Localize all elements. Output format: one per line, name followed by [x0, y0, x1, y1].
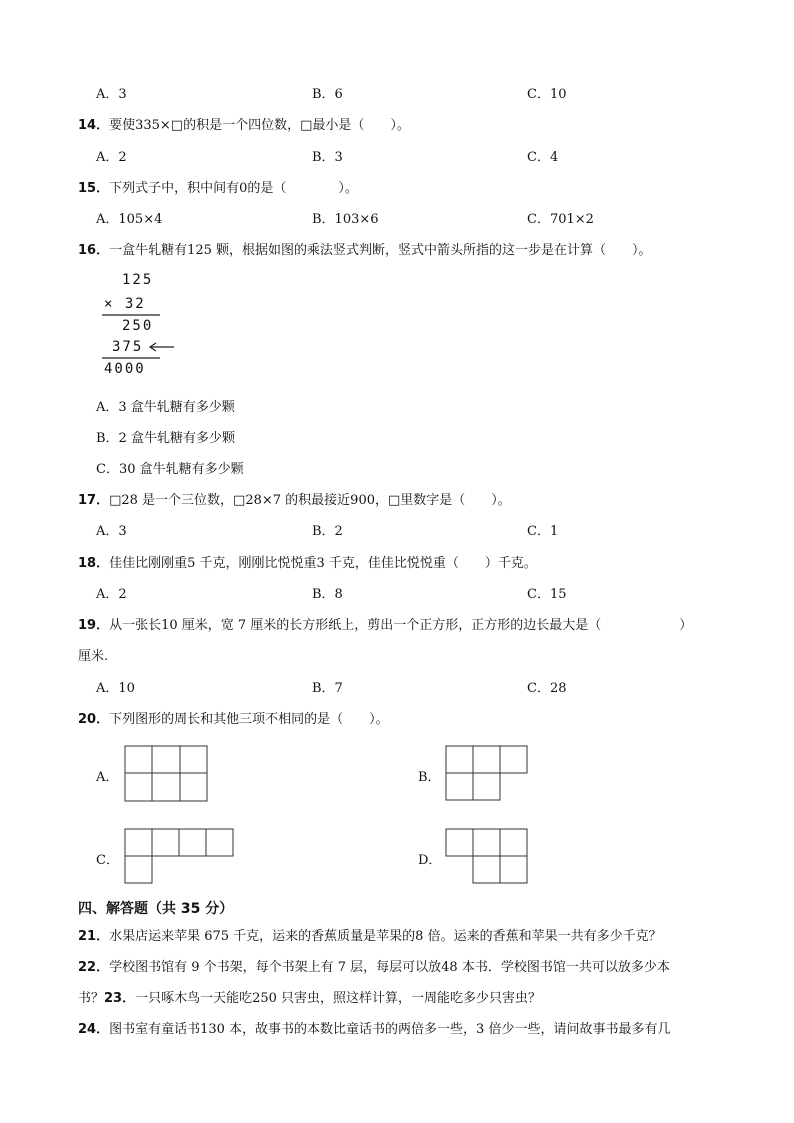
figure-b: [446, 746, 527, 800]
question-number: 18．: [78, 556, 110, 571]
question-number: 19．: [78, 618, 110, 633]
figure-a: [125, 746, 207, 801]
q15-option-a: A．105×4: [96, 212, 163, 227]
q19-option-c: C．28: [527, 681, 567, 696]
multiplier: × 32: [104, 296, 146, 312]
question-19-continued: 厘米.: [78, 649, 109, 664]
question-24: [78, 1018, 670, 1037]
q19-option-a: A．10: [96, 681, 135, 696]
question-number: 22．: [78, 960, 110, 975]
question-text: 要使335×□的积是一个四位数，□最小是（ ）。: [109, 118, 410, 133]
q16-option-b: B．2 盒牛轧糖有多少颗: [96, 431, 235, 446]
q20-label-c: C．: [96, 853, 119, 868]
question-text: 图书室有童话书130 本，故事书的本数比童话书的两倍多一些，3 倍少一些，请问故事书最多有几: [109, 1022, 671, 1037]
q17-option-b: B．2: [312, 524, 343, 539]
section-title: 四、解答题（共 35 分）: [78, 901, 234, 917]
q13-option-c: C．10: [527, 87, 567, 102]
question-15: [78, 177, 358, 196]
q17-option-a: A．3: [96, 524, 127, 539]
question-20: [78, 708, 389, 727]
question-number: 20．: [78, 712, 110, 727]
question-number: 16．: [78, 243, 110, 258]
arrow-left-icon: [150, 343, 174, 351]
question-17: [78, 489, 511, 508]
question-text: 下列式子中，积中间有0的是（ ）。: [109, 181, 358, 196]
q20-label-a: A．: [96, 770, 119, 785]
question-19: [78, 614, 692, 633]
q13-option-b: B．6: [312, 87, 343, 102]
question-number: 17．: [78, 493, 110, 508]
q19-option-b: B．7: [312, 681, 343, 696]
q16-option-a: A．3 盒牛轧糖有多少颗: [96, 400, 235, 415]
question-21: [78, 925, 662, 944]
question-14: [78, 114, 410, 133]
q18-option-a: A．2: [96, 587, 127, 602]
question-text: 下列图形的周长和其他三项不相同的是（ ）。: [109, 712, 389, 727]
question-number: 21．: [78, 929, 110, 944]
question-16: [78, 239, 652, 258]
q15-option-c: C．701×2: [527, 212, 594, 227]
question-number: 24．: [78, 1022, 110, 1037]
q17-option-c: C．1: [527, 524, 559, 539]
question-text: 水果店运来苹果 675 千克，运来的香蕉质量是苹果的8 倍。运来的香蕉和苹果一共有多少千克？: [109, 929, 662, 944]
q18-option-b: B．8: [312, 587, 343, 602]
question-text: 一只啄木鸟一天能吃250 只害虫，照这样计算，一周能吃多少只害虫？: [135, 991, 542, 1006]
figure-d: [446, 829, 527, 883]
q20-label-b: B．: [418, 770, 441, 785]
question-22-23-line: [78, 987, 541, 1006]
question-number: 14．: [78, 118, 110, 133]
question-22: [78, 956, 670, 975]
partial-product-1: 250: [122, 318, 154, 334]
question-text: 一盒牛轧糖有125 颗，根据如图的乘法竖式判断，竖式中箭头所指的这一步是在计算（ ）。: [109, 243, 652, 258]
q14-option-c: C．4: [527, 150, 559, 165]
q20-label-d: D．: [418, 853, 442, 868]
question-22-continued: 书？: [78, 991, 105, 1006]
figure-c: [125, 829, 233, 883]
q14-option-b: B．3: [312, 150, 343, 165]
question-18: [78, 552, 537, 571]
final-product: 4000: [104, 361, 146, 377]
question-number: 15．: [78, 181, 110, 196]
q14-option-a: A．2: [96, 150, 127, 165]
question-text: 佳佳比刚刚重5 千克，刚刚比悦悦重3 千克，佳佳比悦悦重（ ）千克。: [109, 556, 537, 571]
q18-option-c: C．15: [527, 587, 567, 602]
multiplicand: 125: [122, 272, 154, 288]
q16-option-c: C．30 盒牛轧糖有多少颗: [96, 462, 244, 477]
question-text: □28 是一个三位数，□28×7 的积最接近900，□里数字是（ ）。: [109, 493, 511, 508]
question-text: 从一张长10 厘米，宽 7 厘米的长方形纸上，剪出一个正方形，正方形的边长最大是（ ）: [109, 618, 693, 633]
question-number: 23．: [104, 991, 136, 1006]
q15-option-b: B．103×6: [312, 212, 379, 227]
q13-option-a: A．3: [96, 87, 127, 102]
question-text: 学校图书馆有 9 个书架，每个书架上有 7 层，每层可以放48 本书．学校图书馆一共可以放多少本: [109, 960, 670, 975]
partial-product-2: 375: [112, 339, 144, 355]
